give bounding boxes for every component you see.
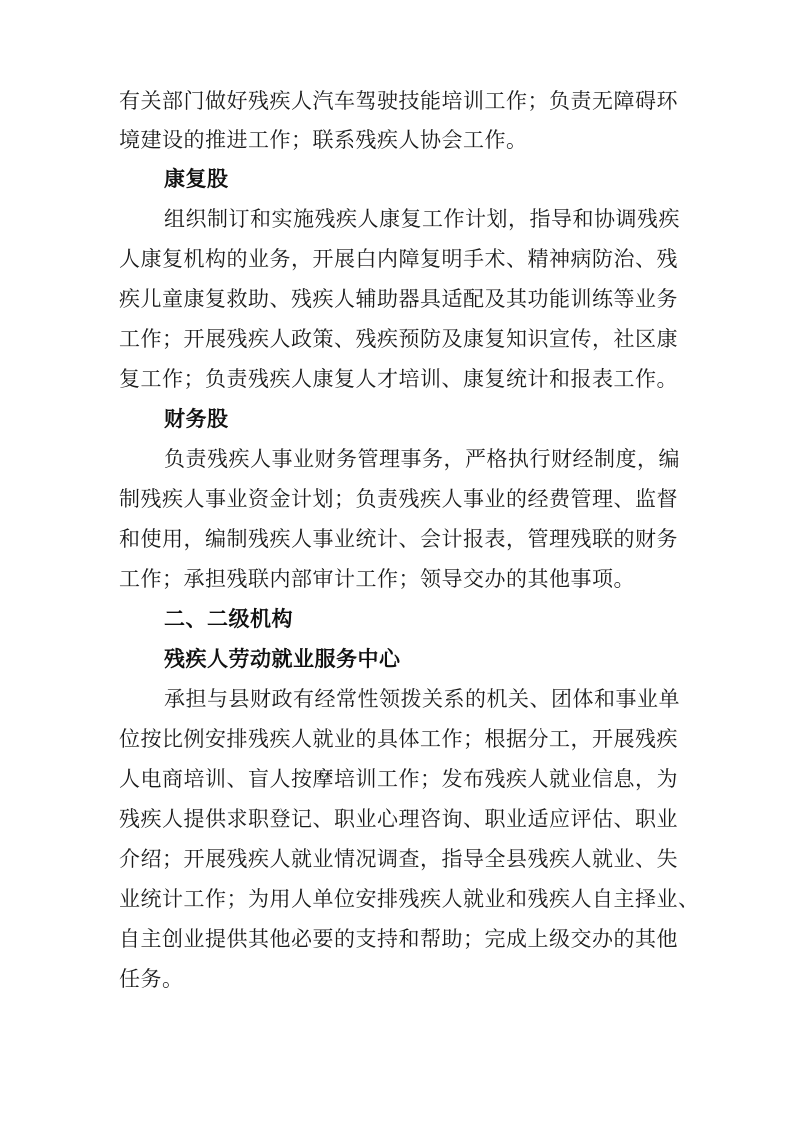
body-text-line: 组织制订和实施残疾人康复工作计划，指导和协调残疾 <box>164 207 680 231</box>
section-heading-finance: 财务股 <box>164 407 229 431</box>
body-text-line: 和使用，编制残疾人事业统计、会计报表，管理残联的财务 <box>119 527 678 551</box>
section-heading-secondary-institutions: 二、二级机构 <box>164 607 293 631</box>
body-text-line: 业统计工作；为用人单位安排残疾人就业和残疾人自主择业、 <box>119 887 700 911</box>
body-text-line: 复工作；负责残疾人康复人才培训、康复统计和报表工作。 <box>119 367 678 391</box>
body-text-line: 介绍；开展残疾人就业情况调查，指导全县残疾人就业、失 <box>119 847 678 871</box>
body-text-line: 自主创业提供其他必要的支持和帮助；完成上级交办的其他 <box>119 927 678 951</box>
body-text-line: 制残疾人事业资金计划；负责残疾人事业的经费管理、监督 <box>119 487 678 511</box>
body-text-line: 工作；开展残疾人政策、残疾预防及康复知识宣传，社区康 <box>119 327 678 351</box>
body-text-line: 负责残疾人事业财务管理事务，严格执行财经制度，编 <box>164 447 680 471</box>
body-text-line: 人康复机构的业务，开展白内障复明手术、精神病防治、残 <box>119 247 678 271</box>
body-text-line: 残疾人提供求职登记、职业心理咨询、职业适应评估、职业 <box>119 807 678 831</box>
body-text-line: 境建设的推进工作；联系残疾人协会工作。 <box>119 128 528 152</box>
section-heading-rehabilitation: 康复股 <box>164 167 229 191</box>
body-text-line: 工作；承担残联内部审计工作；领导交办的其他事项。 <box>119 567 635 591</box>
body-text-line: 承担与县财政有经常性领拨关系的机关、团体和事业单 <box>164 687 680 711</box>
body-text-line: 任务。 <box>119 967 184 991</box>
body-text-line: 有关部门做好残疾人汽车驾驶技能培训工作；负责无障碍环 <box>119 89 678 113</box>
body-text-line: 疾儿童康复救助、残疾人辅助器具适配及其功能训练等业务 <box>119 287 678 311</box>
section-heading-employment-center: 残疾人劳动就业服务中心 <box>164 647 401 671</box>
body-text-line: 位按比例安排残疾人就业的具体工作；根据分工，开展残疾 <box>119 727 678 751</box>
body-text-line: 人电商培训、盲人按摩培训工作；发布残疾人就业信息，为 <box>119 767 678 791</box>
